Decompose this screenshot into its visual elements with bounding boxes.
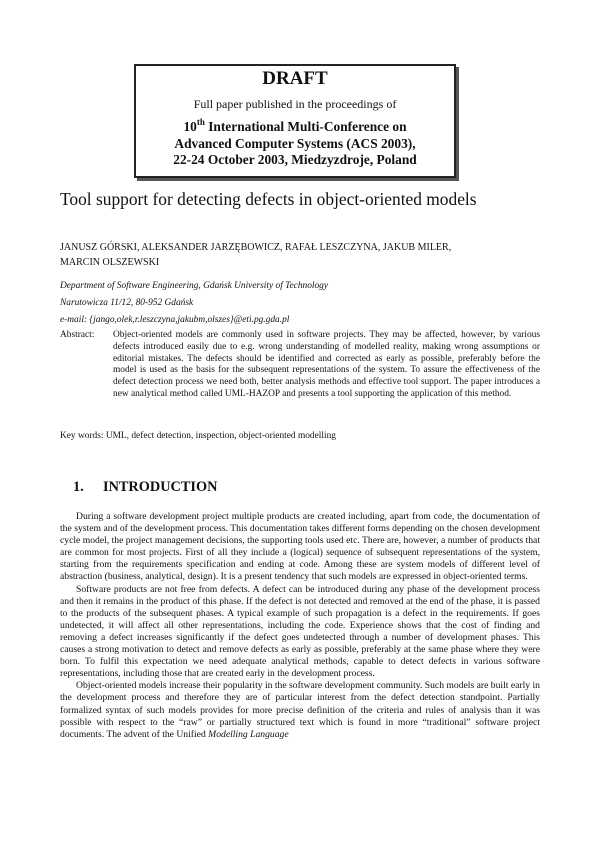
body-text (60, 511, 540, 741)
draft-notice-box (134, 64, 456, 178)
section-title: INTRODUCTION (103, 479, 218, 495)
abstract-text: Object-oriented models are commonly used in software projects. They may be affected, however, by various defects introduced easily due to e.g. wrong understanding of modelled reality, making wrong assumptions or editorial mistakes. The defects should be identified and corrected as early as possible, preferably before the model is used as the basis for the subsequent representations of the system. To assure the effectiveness of the defect detection process we need both, better analysis methods and effective tool support. The paper introduces a new analytical method called UML-HAZOP and presents a tool supporting the application of this method. (113, 330, 540, 399)
paragraph-text: Object-oriented models increase their popularity in the software development community. Such models are built early in the development process and therefore they are of particular interest from the defect detection standpoint. Partially formalized syntax of such models provides for more precise definition of the criteria and rules of analysis than it was possible with respect to the “raw” or partially structured text which is found in more “traditional” software project documents. The advent of the Unified (60, 680, 540, 740)
abstract-label: Abstract: (60, 330, 95, 340)
authors-line2: MARCIN OLSZEWSKI (60, 257, 160, 268)
authors-line1: JANUSZ GÓRSKI, ALEKSANDER JARZĘBOWICZ, RAFAŁ LESZCZYNA, JAKUB MILER, (60, 242, 452, 253)
section-heading (73, 479, 217, 496)
paragraph: During a software development project multiple products are created including, apart from code, the documentation of the system and of the development process. This documentation takes different forms depending on the chosen development cycle model, the project management decisions, the supporting tools used etc. There are, however, a number of products that are common for most projects. First of all they include a (logical) sequence of subsequent representations of the system, starting from the requirements specification and ending at code. Among these are system models of different level of abstraction (business, analytical, design). It is a present tendency that such models are expressed in object-oriented terms. (60, 511, 540, 583)
section-number: 1. (73, 479, 84, 495)
draft-subtitle: Full paper published in the proceedings of (193, 97, 397, 111)
conference-number: 10 (183, 119, 197, 134)
paragraph: Software products are not free from defects. A defect can be introduced during any phase of the development process and then it remains in the product of this phase. If the defect is not detected and removed at the end of the phase, it is passed to the products of the subsequent phases. A typical example of such propagation is a defect in the requirements. If goes undetected, it will affect all other representations, including the code. Experience shows that the cost of finding and removing a defect increases significantly if the defect goes undetected through a number of development phases. This causes a strong motivation to detect and remove defects as early as possible, preferably at the same phase where they were born. To fulfil this expectation we need adequate analytical methods, capable to detect defects in various software representations, including those that are created early in the development process. (60, 583, 540, 680)
paper-title: Tool support for detecting defects in object-oriented models (60, 189, 477, 209)
conference-info (136, 119, 454, 169)
keywords: Key words: UML, defect detection, inspection, object-oriented modelling (60, 431, 336, 441)
conference-name-line1: International Multi-Conference on (204, 119, 407, 134)
conference-ordinal-suffix: th (196, 117, 205, 127)
affiliation: Department of Software Engineering, Gdańsk University of Technology (60, 281, 329, 291)
address: Narutowicza 11/12, 80-952 Gdańsk (60, 298, 194, 308)
conference-name-line2: Advanced Computer Systems (ACS 2003), (174, 135, 416, 151)
paragraph-italic-term: Modelling Language (208, 728, 289, 740)
conference-date-location: 22-24 October 2003, Miedzyzdroje, Poland (173, 152, 417, 167)
paragraph (60, 680, 540, 740)
affiliation-block (60, 278, 540, 329)
email: e-mail: {jango,olek,r.leszczyna,jakubm,olszes}@eti.pg.gda.pl (60, 315, 290, 325)
draft-title: DRAFT (262, 68, 328, 89)
authors (60, 240, 540, 270)
